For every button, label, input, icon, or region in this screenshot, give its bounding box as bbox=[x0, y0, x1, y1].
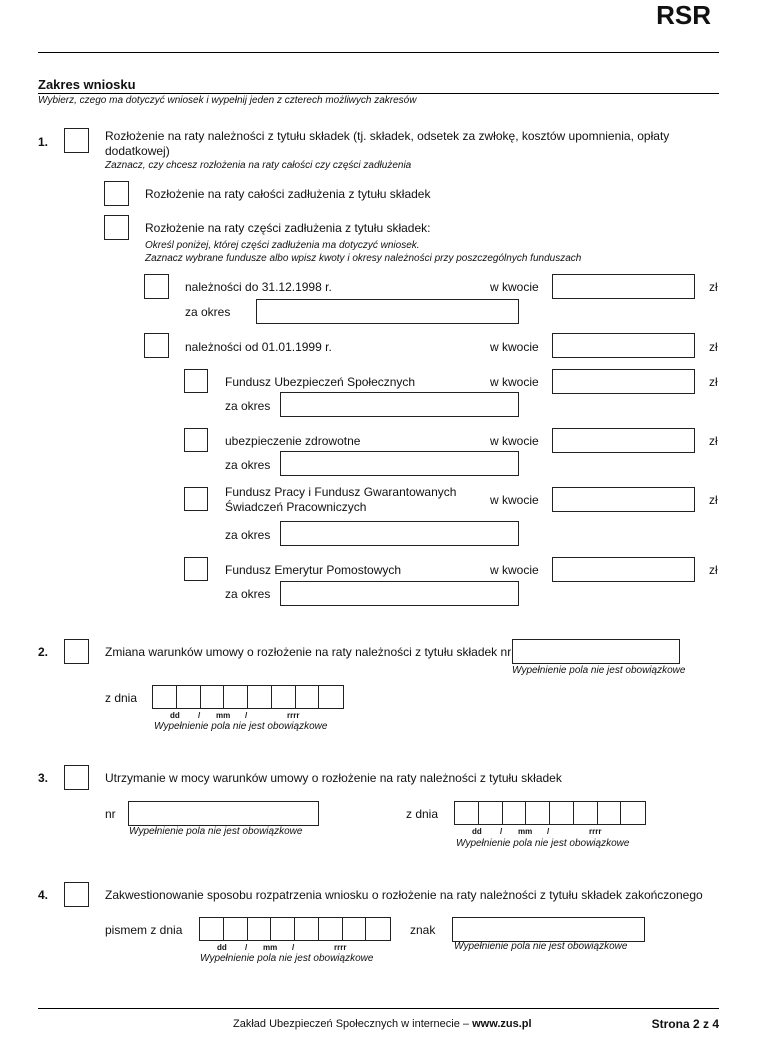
after1999-currency: zł bbox=[709, 340, 718, 354]
item3-date-input[interactable] bbox=[454, 801, 646, 825]
form-code: RSR bbox=[656, 0, 711, 30]
item3-label: Utrzymanie w mocy warunków umowy o rozłożenie na raty należności z tytułu składek bbox=[105, 771, 562, 785]
part-debt-hint1: Określ poniżej, której części zadłużenia ma dotyczyć wniosek. bbox=[145, 240, 420, 251]
item2-date-label: z dnia bbox=[105, 691, 138, 705]
fep-currency: zł bbox=[709, 563, 718, 577]
fus-currency: zł bbox=[709, 375, 718, 389]
fus-label: Fundusz Ubezpieczeń Społecznych bbox=[225, 375, 416, 389]
header-divider bbox=[38, 52, 719, 53]
item4-date-label: pismem z dnia bbox=[105, 923, 183, 937]
section-divider bbox=[38, 93, 719, 94]
item2-optional-note: Wypełnienie pola nie jest obowiązkowe bbox=[512, 665, 686, 676]
fep-amount-label: w kwocie bbox=[490, 563, 539, 577]
footer-text bbox=[233, 1018, 532, 1030]
fus-amount-input[interactable] bbox=[552, 369, 695, 394]
item1-label-line1: Rozłożenie na raty należności z tytułu składek (tj. składek, odsetek za zwłokę, kosztów upomnienia, opłaty bbox=[105, 129, 670, 143]
item4-date-input[interactable] bbox=[199, 917, 391, 941]
item2-label: Zmiana warunków umowy o rozłożenie na raty należności z tytułu składek nr bbox=[105, 645, 512, 659]
fep-label: Fundusz Emerytur Pomostowych bbox=[225, 563, 402, 577]
item2-contract-number-input[interactable] bbox=[512, 639, 680, 664]
fp-fgsp-period-label: za okres bbox=[225, 528, 271, 542]
fp-fgsp-label-line1: Fundusz Pracy i Fundusz Gwarantowanych bbox=[225, 485, 457, 499]
item4-sign-optional-note: Wypełnienie pola nie jest obowiązkowe bbox=[454, 941, 628, 952]
section-subtitle: Wybierz, czego ma dotyczyć wniosek i wypełnij jeden z czterech możliwych zakresów bbox=[38, 95, 417, 106]
item4-sign-input[interactable] bbox=[452, 917, 645, 942]
footer-org-text: Zakład Ubezpieczeń Społecznych w internecie – bbox=[233, 1018, 473, 1030]
fus-checkbox[interactable] bbox=[184, 369, 208, 393]
fp-fgsp-amount-label: w kwocie bbox=[490, 493, 539, 507]
item1-hint: Zaznacz, czy chcesz rozłożenia na raty całości czy części zadłużenia bbox=[105, 160, 412, 171]
item3-number: 3. bbox=[38, 771, 49, 785]
before1999-period-input[interactable] bbox=[256, 299, 519, 324]
item4-checkbox[interactable] bbox=[64, 882, 89, 907]
item4-date-format: dd / mm / rrrr bbox=[217, 943, 347, 952]
item4-number: 4. bbox=[38, 888, 49, 902]
after1999-amount-input[interactable] bbox=[552, 333, 695, 358]
item3-checkbox[interactable] bbox=[64, 765, 89, 790]
whole-debt-checkbox[interactable] bbox=[104, 181, 129, 206]
before1999-period-label: za okres bbox=[185, 305, 231, 319]
after1999-checkbox[interactable] bbox=[144, 333, 169, 358]
part-debt-label: Rozłożenie na raty części zadłużenia z tytułu składek: bbox=[145, 221, 431, 235]
fp-fgsp-period-input[interactable] bbox=[280, 521, 519, 546]
whole-debt-label: Rozłożenie na raty całości zadłużenia z tytułu składek bbox=[145, 187, 431, 201]
item4-label: Zakwestionowanie sposobu rozpatrzenia wniosku o rozłożenie na raty należności z tytułu składek zakończonego bbox=[105, 888, 703, 902]
fus-amount-label: w kwocie bbox=[490, 375, 539, 389]
item1-number: 1. bbox=[38, 135, 49, 149]
item3-nr-optional-note: Wypełnienie pola nie jest obowiązkowe bbox=[129, 826, 303, 837]
before1999-currency: zł bbox=[709, 280, 718, 294]
after1999-label: należności od 01.01.1999 r. bbox=[185, 340, 332, 354]
fus-period-input[interactable] bbox=[280, 392, 519, 417]
item2-date-format: dd / mm / rrrr bbox=[170, 711, 300, 720]
item1-label-line2: dodatkowej) bbox=[105, 144, 170, 158]
item2-date-input[interactable] bbox=[152, 685, 344, 709]
fp-fgsp-label-line2: Świadczeń Pracowniczych bbox=[225, 500, 367, 514]
section-title: Zakres wniosku bbox=[38, 77, 136, 92]
fep-period-label: za okres bbox=[225, 587, 271, 601]
health-period-label: za okres bbox=[225, 458, 271, 472]
item3-date-format: dd / mm / rrrr bbox=[472, 827, 602, 836]
fep-checkbox[interactable] bbox=[184, 557, 208, 581]
item3-date-label: z dnia bbox=[406, 807, 439, 821]
item2-date-optional-note: Wypełnienie pola nie jest obowiązkowe bbox=[154, 721, 328, 732]
health-checkbox[interactable] bbox=[184, 428, 208, 452]
item4-sign-label: znak bbox=[410, 923, 436, 937]
item1-checkbox[interactable] bbox=[64, 128, 89, 153]
footer-link[interactable]: www.zus.pl bbox=[472, 1018, 532, 1030]
item3-date-optional-note: Wypełnienie pola nie jest obowiązkowe bbox=[456, 838, 630, 849]
before1999-label: należności do 31.12.1998 r. bbox=[185, 280, 332, 294]
fp-fgsp-checkbox[interactable] bbox=[184, 487, 208, 511]
fp-fgsp-amount-input[interactable] bbox=[552, 487, 695, 512]
health-currency: zł bbox=[709, 434, 718, 448]
fep-amount-input[interactable] bbox=[552, 557, 695, 582]
footer-divider bbox=[38, 1008, 719, 1009]
health-period-input[interactable] bbox=[280, 451, 519, 476]
item2-number: 2. bbox=[38, 645, 49, 659]
health-amount-input[interactable] bbox=[552, 428, 695, 453]
before1999-amount-label: w kwocie bbox=[490, 280, 539, 294]
part-debt-hint2: Zaznacz wybrane fundusze albo wpisz kwoty i okresy należności przy poszczególnych funduszach bbox=[145, 253, 582, 264]
item3-nr-label: nr bbox=[105, 807, 116, 821]
item3-nr-input[interactable] bbox=[128, 801, 319, 826]
item2-checkbox[interactable] bbox=[64, 639, 89, 664]
fus-period-label: za okres bbox=[225, 399, 271, 413]
before1999-checkbox[interactable] bbox=[144, 274, 169, 299]
part-debt-checkbox[interactable] bbox=[104, 215, 129, 240]
fep-period-input[interactable] bbox=[280, 581, 519, 606]
health-amount-label: w kwocie bbox=[490, 434, 539, 448]
fp-fgsp-currency: zł bbox=[709, 493, 718, 507]
health-label: ubezpieczenie zdrowotne bbox=[225, 434, 361, 448]
before1999-amount-input[interactable] bbox=[552, 274, 695, 299]
after1999-amount-label: w kwocie bbox=[490, 340, 539, 354]
item4-date-optional-note: Wypełnienie pola nie jest obowiązkowe bbox=[200, 953, 374, 964]
page-number: Strona 2 z 4 bbox=[651, 1017, 719, 1031]
